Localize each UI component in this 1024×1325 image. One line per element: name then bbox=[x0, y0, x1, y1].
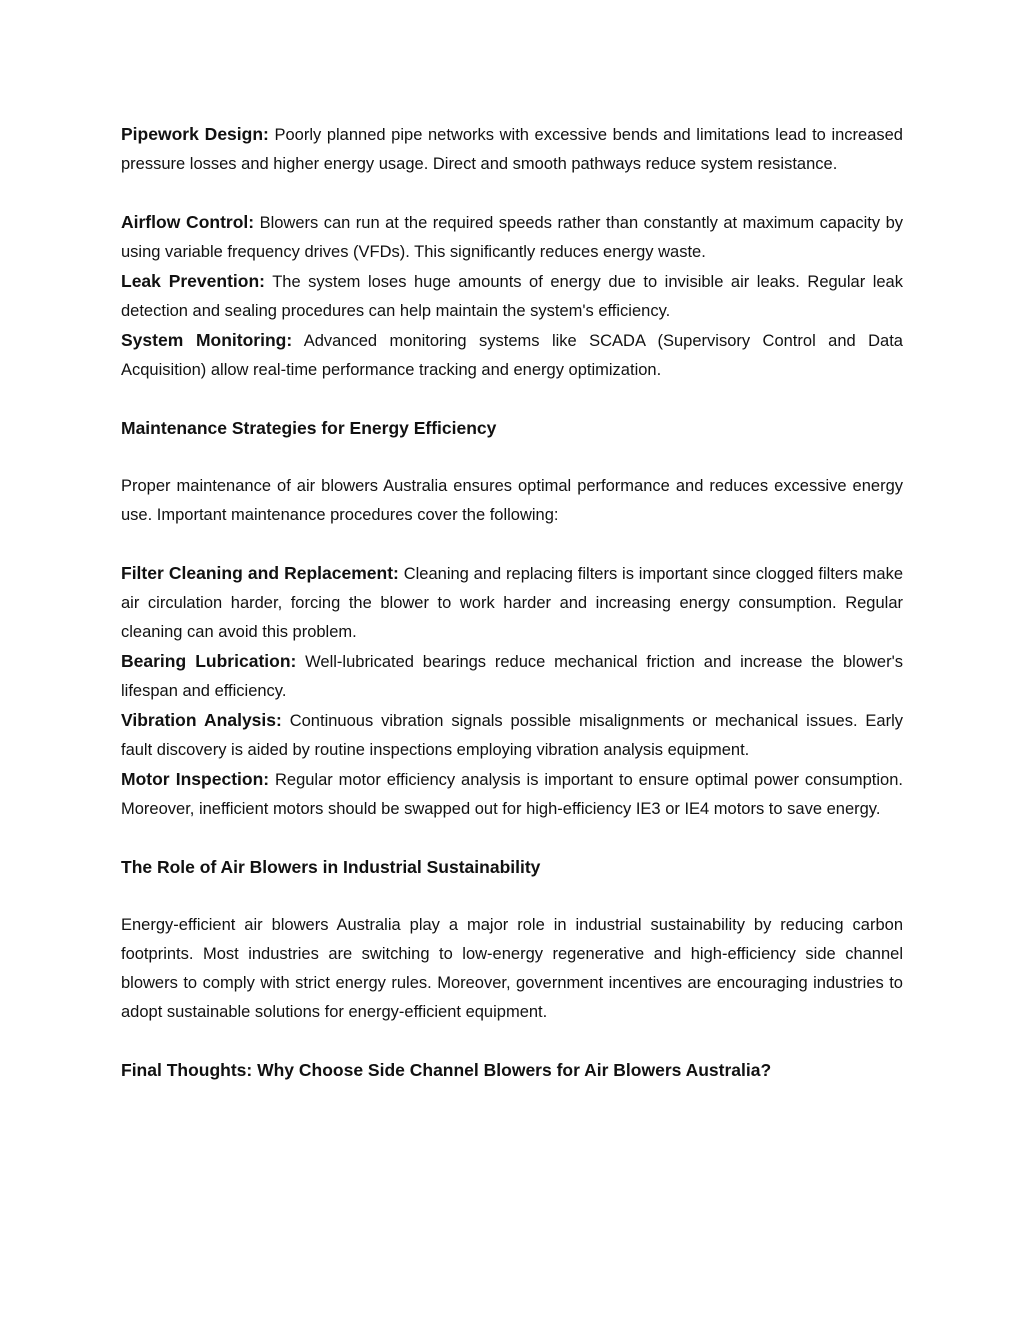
leak-prevention-item bbox=[121, 267, 903, 326]
vibration-analysis-text: Continuous vibration signals possible misalignments or mechanical issues. Early fault discovery is aided by routine inspections employing vibration analysis equipment. bbox=[121, 712, 904, 759]
pipework-design-term: Pipework Design: bbox=[121, 124, 269, 144]
maintenance-strategies-heading: Maintenance Strategies for Energy Efficiency bbox=[121, 418, 497, 438]
vibration-analysis-item bbox=[121, 706, 903, 765]
final-thoughts-heading: Final Thoughts: Why Choose Side Channel Blowers for Air Blowers Australia? bbox=[121, 1060, 772, 1080]
spacer bbox=[121, 882, 903, 911]
filter-cleaning-item bbox=[121, 559, 903, 647]
document-page bbox=[121, 120, 903, 1085]
filter-cleaning-text: Cleaning and replacing filters is important since clogged filters make air circulation harder, forcing the blower to work harder and increasing energy consumption. Regular cleaning can avoid this problem. bbox=[121, 565, 903, 641]
spacer bbox=[121, 1027, 903, 1056]
spacer bbox=[121, 824, 903, 853]
industrial-sustainability-heading: The Role of Air Blowers in Industrial Sustainability bbox=[121, 857, 541, 877]
airflow-control-term: Airflow Control: bbox=[121, 212, 255, 232]
motor-inspection-term: Motor Inspection: bbox=[121, 769, 270, 789]
motor-inspection-item bbox=[121, 765, 903, 824]
maintenance-intro-paragraph: Proper maintenance of air blowers Australia ensures optimal performance and reduces excessive energy use. Important maintenance procedures cover the following: bbox=[121, 477, 903, 524]
spacer bbox=[121, 443, 903, 472]
motor-inspection-text: Regular motor efficiency analysis is important to ensure optimal power consumption. Moreover, inefficient motors should be swapped out for high-efficiency IE3 or IE4 motors to save energy. bbox=[121, 771, 903, 818]
bearing-lubrication-term: Bearing Lubrication: bbox=[121, 651, 297, 671]
vibration-analysis-term: Vibration Analysis: bbox=[121, 710, 282, 730]
pipework-design-item bbox=[121, 120, 903, 179]
system-monitoring-term: System Monitoring: bbox=[121, 330, 293, 350]
bearing-lubrication-item bbox=[121, 647, 903, 706]
airflow-control-text: Blowers can run at the required speeds rather than constantly at maximum capacity by using variable frequency drives (VFDs). This significantly reduces energy waste. bbox=[121, 214, 904, 261]
spacer bbox=[121, 530, 903, 559]
filter-cleaning-term: Filter Cleaning and Replacement: bbox=[121, 563, 399, 583]
airflow-control-item bbox=[121, 208, 903, 267]
pipework-design-text: Poorly planned pipe networks with excessive bends and limitations lead to increased pressure losses and higher energy usage. Direct and smooth pathways reduce system resistance. bbox=[121, 126, 903, 173]
leak-prevention-term: Leak Prevention: bbox=[121, 271, 265, 291]
bearing-lubrication-text: Well-lubricated bearings reduce mechanical friction and increase the blower's lifespan and efficiency. bbox=[121, 653, 904, 700]
spacer bbox=[121, 179, 903, 208]
system-monitoring-item bbox=[121, 326, 903, 385]
spacer bbox=[121, 385, 903, 414]
leak-prevention-text: The system loses huge amounts of energy due to invisible air leaks. Regular leak detection and sealing procedures can help maintain the system's efficiency. bbox=[121, 273, 903, 320]
system-monitoring-text: Advanced monitoring systems like SCADA (Supervisory Control and Data Acquisition) allow real-time performance tracking and energy optimization. bbox=[121, 332, 903, 379]
sustainability-paragraph: Energy-efficient air blowers Australia play a major role in industrial sustainability by reducing carbon footprints. Most industries are switching to low-energy regenerative and high-efficiency side channel blowers to comply with strict energy rules. Moreover, government incentives are encouraging industries to adopt sustainable solutions for energy-efficient equipment. bbox=[121, 916, 903, 1021]
